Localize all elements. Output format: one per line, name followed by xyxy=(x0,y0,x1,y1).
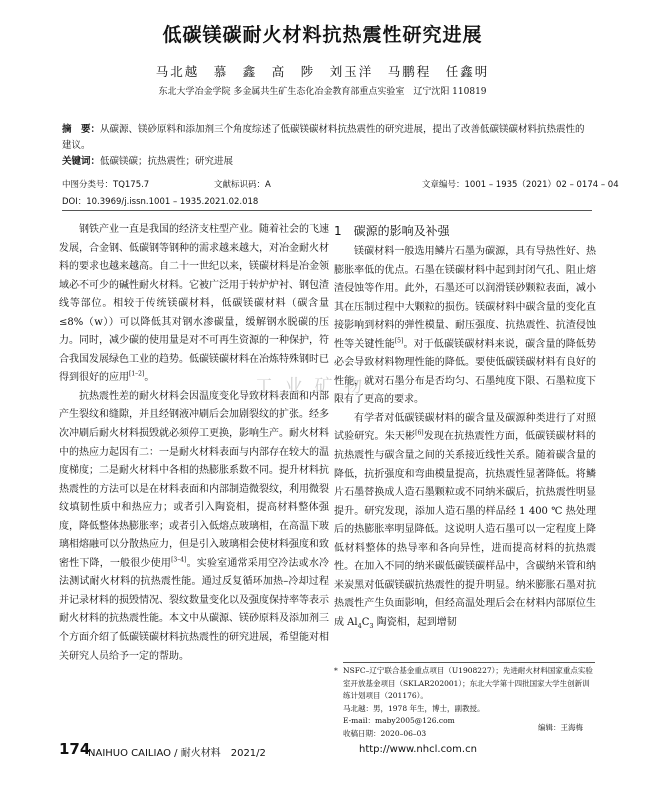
section-paragraph-1: 镁碳材料一般选用鳞片石墨为碳源，具有导热性好、热膨胀率低的优点。石墨在镁碳材料中起到封闭气孔、阻止熔渣侵蚀等作用。此外，石墨还可以润滑镁砂颗粒表面，减小其在压制过程中大颗粒的损伤。镁碳材料中碳含量的变化直接影响到材料的弹性模量、耐压强度、抗热震性、抗渣侵蚀性等关键性能[5]。对于低碳镁碳材料来说，碳含量的降低势必会导致材料物理性能的降低。要使低碳镁碳材料有良好的性能，就对石墨分布是否均匀、石墨纯度下限、石墨粒度下限有了更高的要求。 xyxy=(334,246,597,406)
watermark: 工 业 矿 物 xyxy=(255,376,366,397)
section-paragraph-2: 有学者对低碳镁碳材料的碳含量及碳源种类进行了对照试验研究。朱天彬[6]发现在抗热震性方面，低碳镁碳材料的抗热震性与碳含量之间的关系接近线性关系。随着碳含量的降低，抗折强度和弯曲模量提高，抗热震性显著降低。将鳞片石墨替换成人造石墨颗粒或不同纳米碳后，抗热震性明显提升。研究发现，添加人造石墨的样品经 1 400 ℃ 热处理后的热膨胀率明显降低。这说明人造石墨可以一定程度上降低材料整体的热导率和各向异性，进而提高材料的抗热震性。在加入不同的纳米碳低碳镁碳样品中，含碳纳米管和纳米炭黑对低碳镁碳抗热震性的提升明显。纳米膨胀石墨对抗热震性产生负面影响，但经高温处理后会在材料内部原位生成 $Al_4C_3$ 陶瓷相，起到增韧 xyxy=(334,412,597,630)
author-list: 马北越 慕 鑫 高 陟 刘玉洋 马鹏程 任鑫明 xyxy=(155,64,490,79)
clc-number: 中图分类号：TQ175.7 xyxy=(62,180,150,190)
right-column xyxy=(334,221,596,632)
page-footer xyxy=(59,738,599,762)
doi: DOI：10.3969/j.issn.1001 – 1935.2021.02.018 xyxy=(62,197,259,207)
intro-paragraph-2: 抗热震性差的耐火材料会因温度变化导致材料表面和内部产生裂纹和缝隙，并且经钢液冲刷后会加剧裂纹的扩张。经多次冲刷后耐火材料损毁就必须停工更换，影响生产。耐火材料中的热应力起因有二：一是耐火材料表面与内部存在较大的温度梯度；二是耐火材料中各相的热膨胀系数不同。提升材料抗热震性的方法可以是在材料表面和内部制造微裂纹，利用微裂纹填韧性质中和热应力；或者引入陶瓷相，提高材料整体强度，降低整体热膨胀率；或者引入低熔点玻璃相，在高温下玻璃相熔融可以分散热应力，但是引入玻璃相会使材料强度和致密性下降，一般很少使用[3–4]。实验室通常采用空冷法或水冷法测试耐火材料的抗热震性能。通过反复循环加热–冷却过程并记录材料的损毁情况、裂纹数量变化以及强度保持率等表示耐火材料的抗热震性能。本文中从碳源、镁砂原料及添加剂三个方面介绍了低碳镁碳材料抗热震性的研究进展，希望能对相关研究人员给予一定的帮助。 xyxy=(59,390,330,662)
footnote-marker: * xyxy=(334,666,338,675)
document-code: 文献标识码：A xyxy=(214,180,271,190)
keywords-text: 低碳镁碳；抗热震性；研究进展 xyxy=(100,156,234,167)
keywords-label: 关键词： xyxy=(62,156,101,167)
intro-paragraph-1: 钢铁产业一直是我国的经济支柱型产业。随着社会的飞速发展，合金钢、低碳钢等钢种的需求越来越大，对冶金耐火材料的要求也越来越高。自二十一世纪以来，镁碳材料是冶金领域必不可少的碱性耐火材料。它被广泛用于转炉炉衬、钢包渣线等部位。相较于传统镁碳材料，低碳镁碳材料（碳含量≤8%（w））可以降低其对钢水渗碳量，缓解钢水脱碳的压力。同时，减少碳的使用量是对不可再生资源的一种保护，符合我国发展绿色工业的趋势。低碳镁碳材料在冶炼特殊钢时已得到很好的应用[1–2]。 xyxy=(59,224,329,384)
paper-title: 低碳镁碳耐火材料抗热震性研究进展 xyxy=(162,24,483,46)
left-column xyxy=(59,221,329,666)
footnote-email: E-mail：maby2005@126.com xyxy=(343,716,455,725)
footnote-received: 收稿日期：2020–06–03 xyxy=(343,728,427,738)
keywords xyxy=(62,153,592,167)
journal-name: NAIHUO CAILIAO / 耐火材料 2021/2 xyxy=(88,748,266,759)
journal-url[interactable]: http://www.nhcl.com.cn xyxy=(359,744,477,755)
section-heading: 1 碳源的影响及补强 xyxy=(334,224,450,238)
header-divider xyxy=(62,210,592,211)
abstract-text: 从碳源、镁砂原料和添加剂三个角度综述了低碳镁碳材料抗热震性的研究进展，提出了改善低碳镁碳材料抗热震性的建议。 xyxy=(62,124,585,151)
footnote-funding: NSFC–辽宁联合基金重点项目（U1908227）；先进耐火材料国家重点实验室开放基金项目（SKLAR202001）；东北大学第十四批国家大学生创新训练计划项目（201176）。 xyxy=(343,666,593,700)
affiliation: 东北大学冶金学院 多金属共生矿生态化冶金教育部重点实验室 辽宁沈阳 110819 xyxy=(158,87,487,97)
article-number: 文章编号：1001 – 1935（2021）02 – 0174 – 04 xyxy=(422,180,619,190)
footnote-author-bio: 马北越：男，1978 年生，博士，副教授。 xyxy=(343,703,485,713)
editor-note: 编辑：王海梅 xyxy=(538,723,583,732)
abstract xyxy=(62,122,592,154)
abstract-label: 摘 要： xyxy=(62,124,101,135)
page-number: 174 xyxy=(59,740,91,758)
